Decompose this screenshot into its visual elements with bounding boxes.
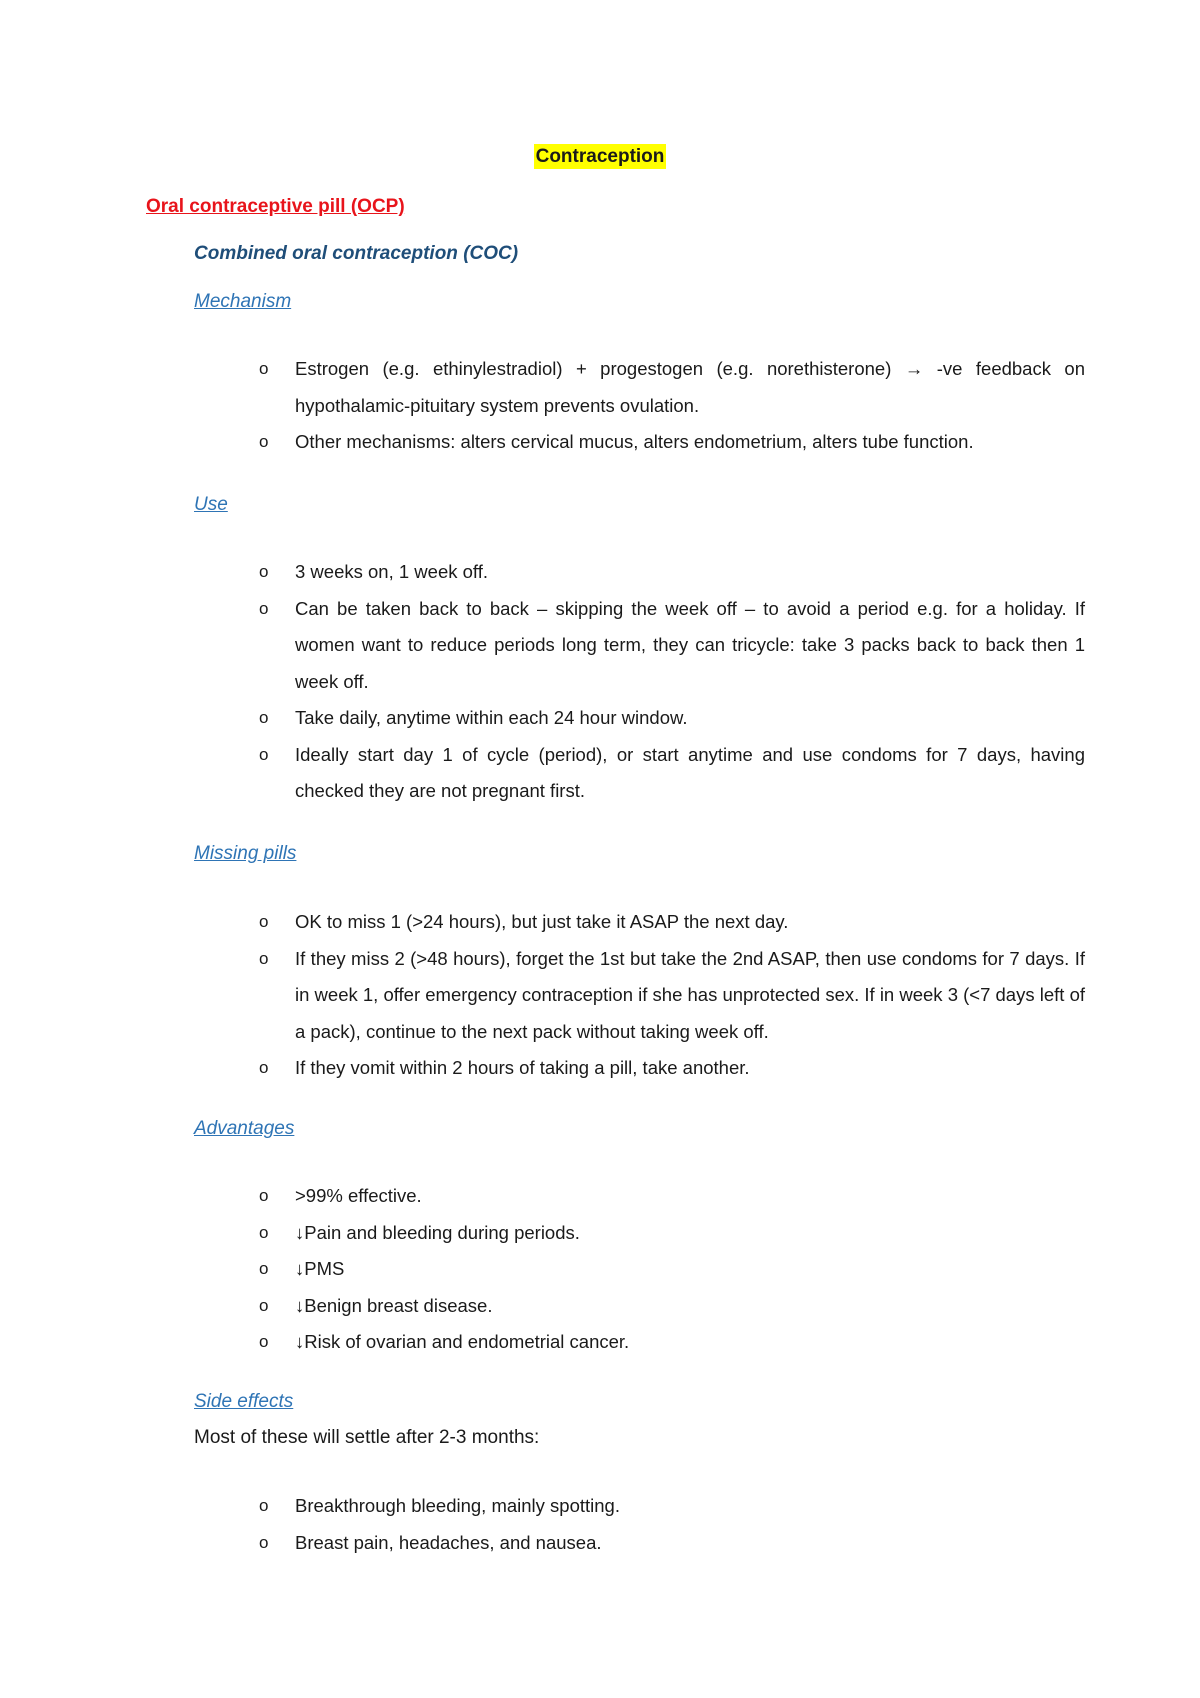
list-item [259,700,1085,737]
bullet-glyph: o [259,562,269,581]
advantages-heading: Advantages [194,1118,295,1139]
list-item [259,1251,1085,1288]
list-item [259,1288,1085,1325]
list-item-text: OK to miss 1 (>24 hours), but just take it ASAP the next day. [295,911,789,932]
bullet-glyph: o [259,1259,269,1278]
list-item [259,1215,1085,1252]
list-item [259,1488,1085,1525]
list-item-text: ↓Benign breast disease. [295,1294,493,1316]
bullet-glyph: o [259,1222,269,1242]
bullet-glyph: o [259,912,269,931]
list-item [259,1050,1085,1087]
bullet-glyph: o [259,1186,269,1205]
list-item [259,424,1085,461]
list-item [259,1178,1085,1215]
list-item-text: If they vomit within 2 hours of taking a pill, take another. [295,1057,750,1078]
list-item-text: Estrogen (e.g. ethinylestradiol) + progestogen (e.g. norethisterone) → -ve feedback on hypothalamic-pituitary system prevents ovulation. [295,358,1085,416]
section-heading: Oral contraceptive pill (OCP) [146,196,405,217]
list-item-text: ↓Pain and bleeding during periods. [295,1221,580,1243]
bullet-glyph: o [259,744,269,764]
list-item-text: Ideally start day 1 of cycle (period), or start anytime and use condoms for 7 days, having checked they are not pregnant first. [295,743,1085,801]
list-item-text: >99% effective. [295,1185,422,1206]
list-item [259,941,1085,1051]
use-heading: Use [194,494,228,515]
list-item [259,591,1085,701]
list-item [259,904,1085,941]
side-effects-intro: Most of these will settle after 2-3 months: [194,1427,540,1448]
missing-pills-heading: Missing pills [194,843,297,864]
advantages-list [0,1178,1200,1361]
list-item [259,1525,1085,1562]
mechanism-heading: Mechanism [194,291,292,312]
subsection-heading: Combined oral contraception (COC) [194,243,519,264]
bullet-glyph: o [259,359,269,378]
bullet-glyph: o [259,1295,269,1315]
page-title: Contraception [535,146,665,167]
bullet-glyph: o [259,1532,269,1552]
list-item-text: 3 weeks on, 1 week off. [295,561,488,582]
bullet-glyph: o [259,948,269,968]
bullet-glyph: o [259,432,269,451]
list-item [259,554,1085,591]
side-effects-list [0,1488,1200,1561]
list-item-text: Breast pain, headaches, and nausea. [295,1531,602,1553]
list-item-text: If they miss 2 (>48 hours), forget the 1st but take the 2nd ASAP, then use condoms for 7 days. If in week 1, offer emergency contraception if she has unprotected sex. If in week 3 (<7 days left of a pack), continue to the next pack without taking week off. [295,947,1085,1042]
list-item-text: Other mechanisms: alters cervical mucus, alters endometrium, alters tube function. [295,431,974,452]
list-item-text: ↓Risk of ovarian and endometrial cancer. [295,1331,630,1352]
bullet-glyph: o [259,1332,269,1351]
use-list [0,554,1200,810]
bullet-glyph: o [259,1496,269,1515]
list-item-text: Can be taken back to back – skipping the week off – to avoid a period e.g. for a holiday. If women want to reduce periods long term, they can tricycle: take 3 packs back to back then 1 week off. [295,597,1085,692]
list-item-text: Take daily, anytime within each 24 hour window. [295,707,688,728]
mechanism-list [0,351,1200,461]
list-item [259,737,1085,810]
title-wrap [0,146,1200,168]
missing-pills-list [0,904,1200,1087]
list-item [259,351,1085,424]
list-item-text: ↓PMS [295,1258,345,1279]
list-item [259,1324,1085,1361]
bullet-glyph: o [259,598,269,618]
list-item-text: Breakthrough bleeding, mainly spotting. [295,1495,620,1516]
bullet-glyph: o [259,708,269,727]
side-effects-heading: Side effects [194,1391,294,1412]
bullet-glyph: o [259,1058,269,1077]
